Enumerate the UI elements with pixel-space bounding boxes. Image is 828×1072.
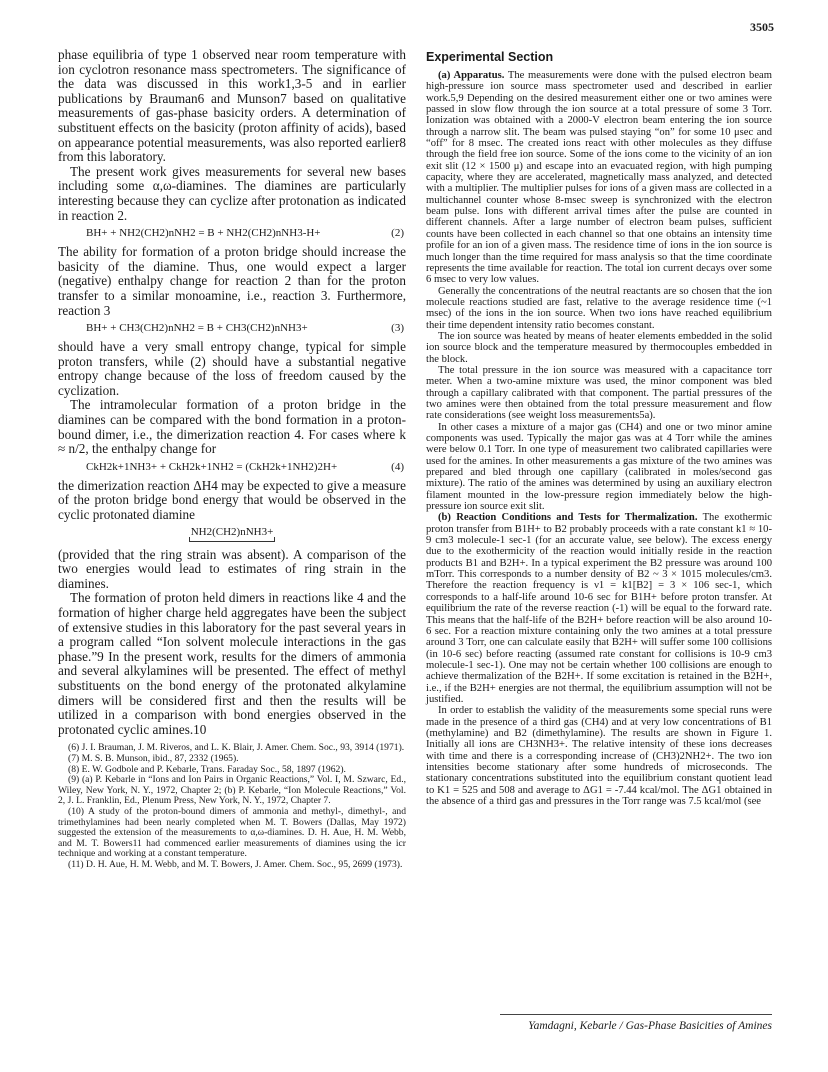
page-number: 3505 — [750, 20, 774, 34]
footer-rule — [500, 1014, 772, 1015]
paragraph-text: The measurements were done with the pulsed electron beam high-pressure ion source mass spectrometer used and described in earlier work.5,9 Depending on the desired measurement either one or two amines were passed in slow flow through the ion source at a total pressure of some 3 Torr. Ionization was obtained with a 2000-V electron beam entering the ion source through a narrow slit. The beam was pulsed staying “on” for some 10 μsec and “off” for 8 msec. The created ions react with other molecules as they diffuse through the field free ion source. Some of the ions come to the vicinity of an ion exit slit (12 × 1500 μ) and escape into an evacuated region, with high pumping capacity, where they are accelerated, magnetically mass analyzed, and detected with a multiplier. The multiplier pulses for ions of a given mass are collected in a multichannel counter whose 8-msec sweep is synchronized with the electron beam pulse. Ions with different arrival times after the pulse are counted in different channels. After a large number of electron beam pulses, sufficient counts have been collected in each channel so that one obtains an intensity time profile for an ion of a given mass. The residence time of ions in the ion source is much longer than the time required for mass analysis so that the time coordinate represents the time available for reaction. The total ion current decays over some 6 msec to very low values. — [426, 70, 772, 286]
right-column — [426, 48, 772, 807]
equation-number: (4) — [391, 460, 404, 473]
paragraph: Generally the concentrations of the neutral reactants are so chosen that the ion molecule reactions studied are fast, relative to the average residence time (~1 msec) of the ions in the ion source. When two ions have reached equilibrium their time dependent intensity ratio becomes constant. — [426, 285, 772, 331]
formula-text: NH2(CH2)nNH3+ — [190, 525, 274, 538]
equation-number: (3) — [391, 322, 404, 335]
running-footer: Yamdagni, Kebarle / Gas-Phase Basicities of Amines — [528, 1020, 772, 1032]
equation-2 — [58, 226, 406, 240]
equation-3 — [58, 321, 406, 335]
equation-text: BH+ + NH2(CH2)nNH2 = B + NH2(CH2)nNH3-H+ — [86, 227, 321, 240]
paragraph: The ability for formation of a proton bridge should increase the basicity of the diamine. Thus, one would expect a larger (negative) enthalpy change for reaction 2 than for the proton transfer to a similar monoamine, i.e., reaction 3. Furthermore, reaction 3 — [58, 244, 406, 318]
left-column — [58, 48, 406, 870]
paragraph — [426, 70, 772, 286]
footnote: (7) M. S. B. Munson, ibid., 87, 2332 (1965). — [68, 752, 239, 764]
equation-number: (2) — [391, 227, 404, 240]
footnotes — [58, 743, 406, 870]
equation-text: CkH2k+1NH3+ + CkH2k+1NH2 = (CkH2k+1NH2)2H+ — [86, 460, 338, 473]
paragraph: (provided that the ring strain was absent). A comparison of the two energies would lead to estimates of ring strain in the diamines. — [58, 546, 406, 591]
footnote: (6) J. I. Brauman, J. M. Riveros, and L. K. Blair, J. Amer. Chem. Soc., 93, 3914 (1971). — [68, 742, 405, 754]
paragraph — [426, 512, 772, 705]
paragraph: The total pressure in the ion source was measured with a capacitance torr meter. When a two-amine mixture was used, the minor component was bled through a capillary calibrated with that component. The partial pressures of the two amines were then obtained from the total pressure measurement and flow rate considerations (see weight loss measurements5a). — [426, 364, 772, 422]
section-heading: Experimental Section — [426, 50, 554, 64]
footnote: (8) E. W. Godbole and P. Kebarle, Trans. Faraday Soc., 58, 1897 (1962). — [68, 763, 346, 775]
paragraph: The intramolecular formation of a proton bridge in the diamines can be compared with the bond formation in a proton-bound dimer, i.e., the dimerization reaction 4. For cases where k ≈ n/2, the enthalpy change for — [58, 397, 406, 457]
equation-text: BH+ + CH3(CH2)nNH2 = B + CH3(CH2)nNH3+ — [86, 322, 308, 335]
cyclic-diamine-formula — [58, 526, 406, 542]
subsection-label: (a) Apparatus. — [438, 70, 505, 81]
subsection-label: (b) Reaction Conditions and Tests for Thermalization. — [438, 512, 698, 524]
paragraph: The present work gives measurements for several new bases including some α,ω-diamines. The diamines are particularly interesting because they can cyclize after protonation as indicated in reaction 2. — [58, 163, 406, 223]
paragraph: the dimerization reaction ΔH4 may be expected to give a measure of the proton bridge bond energy that would be observed in the cyclic protonated diamine — [58, 477, 406, 523]
footnote: (10) A study of the proton-bound dimers of ammonia and methyl-, dimethyl-, and trimethylamines had been nearly completed when M. T. Bowers (Dallas, May 1972) suggested the extension of the measurements to α,ω-diamines. D. H. Aue, H. M. Webb, and M. T. Bowers11 had commenced earlier measurements of diamines using the icr technique and working at a constant temperature. — [58, 805, 406, 860]
footnote: (9) (a) P. Kebarle in “Ions and Ion Pairs in Organic Reactions,” Vol. I, M. Szwarc, Ed., Wiley, New York, N. Y., 1972, Chapter 2; (b) P. Kebarle, “Ion Molecule Reactions,” Vol. 2, J. L. Franklin, Ed., Plenum Press, New York, N. Y., 1972, Chapter 7. — [58, 774, 406, 807]
paragraph: should have a very small entropy change, typical for simple proton transfers, while (2) should have a substantial negative entropy change because of the loss of freedom caused by the cyclization. — [58, 339, 406, 398]
paragraph: phase equilibria of type 1 observed near room temperature with ion cyclotron resonance mass spectrometers. The significance of the data was discussed in this work1,3-5 and in earlier publications by Brauman6 and Munson7 based on qualitative measurements of gas-phase basicity orders. A determination of substituent effects on the basicity (proton affinity of acids), based on appearance potential measurements, was also reported earlier8 from this laboratory. — [58, 47, 406, 165]
equation-4 — [58, 460, 406, 474]
paragraph: The formation of proton held dimers in reactions like 4 and the formation of higher charge held aggregates have been the subject of extensive studies in this laboratory for the past several years in a program called “Ion solvent molecule interactions in the gas phase.”9 In the present work, results for the dimers of ammonia and several alkylamines will be presented. The effect of methyl substituents on the bond energy of the protonated alkylamine dimers will be considered first and then the results will be utilized in a comparison with bond energies observed in the protonated cyclic amines.10 — [58, 590, 406, 737]
paragraph: In other cases a mixture of a major gas (CH4) and one or two minor amine components was used. Typically the major gas was at 4 Torr while the amines were below 0.1 Torr. In one type of measurement two calibrated capillaries were used for the amines. In other measurements a gas mixture of the two amines was prepared and bled through one capillary (calibrated in moles/second gas mixture). The ratio of the amines was determined by using an auxiliary electron filament mounted in the low-pressure region immediately below the high-pressure ion source exit slit. — [426, 421, 772, 513]
paragraph: In order to establish the validity of the measurements some special runs were made in the presence of a third gas (CH4) and at very low concentrations of B1 (methylamine) and B2 (dimethylamine). The results are shown in Figure 1. Initially all ions are CH3NH3+. The relative intensity of these ions decreases with time and there is a corresponding increase of (CH3)2NH2+. The two ion intensities become stationary after some hundreds of microseconds. The stationary concentrations substituted into the equilibrium constant quotient lead to K1 = 525 and 508 and average to ΔG1 = -7.44 kcal/mol. The ΔG1 obtained in the absence of a third gas and pressures in the Torr range was 7.5 kcal/mol (see — [426, 705, 772, 807]
footnote: (11) D. H. Aue, H. M. Webb, and M. T. Bowers, J. Amer. Chem. Soc., 95, 2699 (1973). — [68, 858, 403, 870]
paragraph-text: The exothermic proton transfer from B1H+ to B2 probably proceeds with a rate constant k1 ≈ 10-9 cm3 molecule-1 sec-1 (for an accurate value, see below). The excess energy due to the exothermicity of the reaction would initially reside in the reaction products B1 and B2H+. In a typical experiment the B2 pressure was around 100 mTorr. This corresponds to a number density of B2 ~ 3 × 1015 molecules/cm3. Therefore the reaction frequency is ν1 = k1[B2] = 3 × 106 sec-1, which corresponds to a half-life around 10-6 sec for B1H+ before proton transfer. At equilibrium the rate of the reverse reaction (-1) will be equal to the forward rate. This means that the half-life of the B2H+ before reaction will be also around 10-6 sec. For a reaction mixture containing only the two amines at a total pressure around 3 Torr, one can calculate easily that B2H+ will suffer some 100 collisions (in 10-6 sec) before reacting (assumed rate constant for collisions is 10-9 cm3 molecule-1 sec-1). One may not be certain whether 100 collisions are enough to achieve thermalization of the B2H+. If some excitation is retained in the B2H+, i.e., if the B2H+ energies are not thermal, the equilibrium assumption will not be justified. — [426, 512, 772, 705]
paragraph: The ion source was heated by means of heater elements embedded in the solid ion source block and the temperature measured by thermocouples embedded in the block. — [426, 330, 772, 365]
